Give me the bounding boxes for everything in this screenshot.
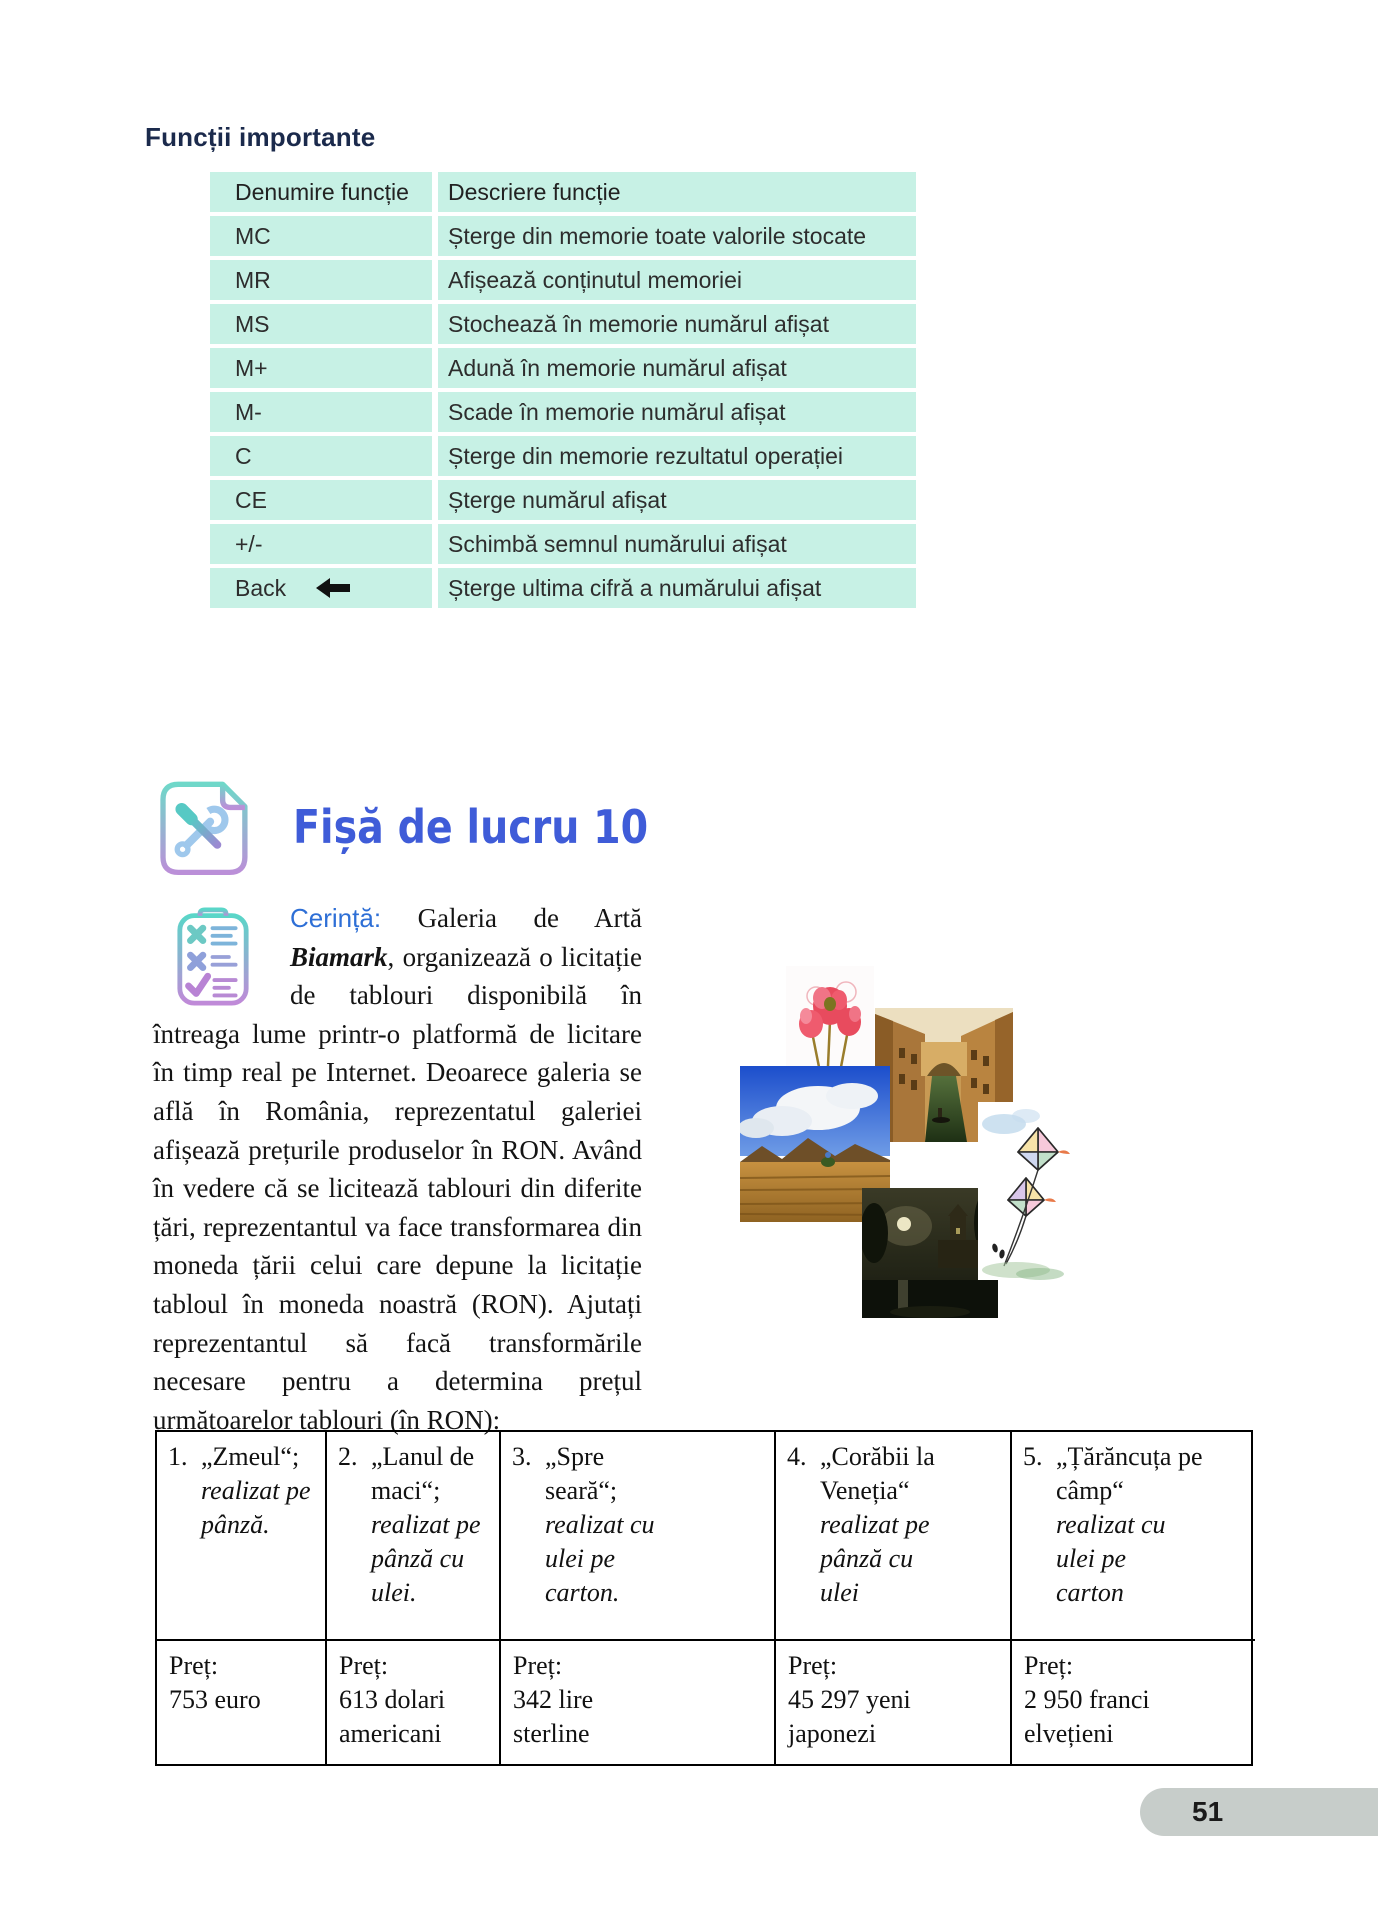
price-cell-4: Preț: 45 297 yeni japonezi <box>774 1639 1010 1764</box>
price-cell-5: Preț: 2 950 franci elvețieni <box>1010 1639 1255 1764</box>
painting-cell-3: 3. „Spre seară“; realizat cu ulei pe carton. <box>499 1432 774 1639</box>
function-name-cell: M- <box>210 392 432 432</box>
gallery-name: Biamark <box>290 941 388 972</box>
price-cell-2: Preț: 613 dolari americani <box>325 1639 499 1764</box>
function-name-cell-back: Back <box>210 568 432 608</box>
painting-cell-5: 5. „Țărăncuța pe câmp“ realizat cu ulei pe carton <box>1010 1432 1255 1639</box>
task-label: Cerință: <box>290 903 382 933</box>
task-intro: Galeria de Artă <box>417 903 642 933</box>
function-desc-cell: Șterge din memorie toate valorile stocate <box>438 216 916 256</box>
function-desc-cell: Șterge din memorie rezultatul operației <box>438 436 916 476</box>
painting-red-poppies <box>786 966 874 1072</box>
price-cell-1: Preț: 753 euro <box>157 1639 325 1764</box>
painting-kites-watercolor <box>978 1102 1078 1280</box>
paintings-table <box>155 1430 1253 1766</box>
function-desc-cell: Șterge ultima cifră a numărului afișat <box>438 568 916 608</box>
task-paragraph <box>153 899 642 1439</box>
function-desc-cell: Stochează în memorie numărul afișat <box>438 304 916 344</box>
page-title: Funcții importante <box>145 122 376 152</box>
functions-col2-header: Descriere funcție <box>438 172 916 212</box>
functions-col1-header: Denumire funcție <box>210 172 432 212</box>
function-desc-cell: Schimbă semnul numărului afișat <box>438 524 916 564</box>
painting-cell-1: 1. „Zmeul“; realizat pe pânză. <box>168 1442 311 1539</box>
function-desc-cell: Adună în memorie numărul afișat <box>438 348 916 388</box>
painting-cell-2: 2. „Lanul de maci“; realizat pe pânză cu ulei. <box>325 1432 499 1639</box>
price-cell-3: Preț: 342 lire sterline <box>499 1639 774 1764</box>
function-name-cell: CE <box>210 480 432 520</box>
function-name-cell: +/- <box>210 524 432 564</box>
function-name-cell: M+ <box>210 348 432 388</box>
document-with-tools-icon <box>155 771 252 883</box>
function-desc-cell: Afișează conținutul memoriei <box>438 260 916 300</box>
function-name-cell: C <box>210 436 432 476</box>
function-desc-cell: Scade în memorie numărul afișat <box>438 392 916 432</box>
function-name-cell: MS <box>210 304 432 344</box>
worksheet-title: Fișă de lucru 10 <box>293 800 649 854</box>
functions-table <box>210 172 916 608</box>
function-name-cell: MC <box>210 216 432 256</box>
backspace-left-arrow-icon <box>316 577 350 599</box>
task-body: , organizează o licitație de tablouri disponibilă în întreaga lume printr-o platformă de licitare în timp real pe Internet. Deoarece galeria se află în România, reprezentatul galeriei afișează prețurile produselor în RON. Având în vedere că se licitează tablouri din diferite țări, reprezentantul va face transformarea din moneda țării celui care depune la licitație tabloul în moneda noastră (RON). Ajutați reprezentantul să facă transformările necesare pentru a determina prețul următoarelor tablouri (în RON): <box>153 941 642 1435</box>
function-desc-cell: Șterge numărul afișat <box>438 480 916 520</box>
checklist-clipboard-icon <box>167 907 259 1007</box>
page-number: 51 <box>1192 1796 1224 1827</box>
page-number-pill <box>1140 1788 1378 1836</box>
function-name-cell: MR <box>210 260 432 300</box>
painting-cell-4: 4. „Corăbii la Veneția“ realizat pe pânză cu ulei <box>774 1432 1010 1639</box>
